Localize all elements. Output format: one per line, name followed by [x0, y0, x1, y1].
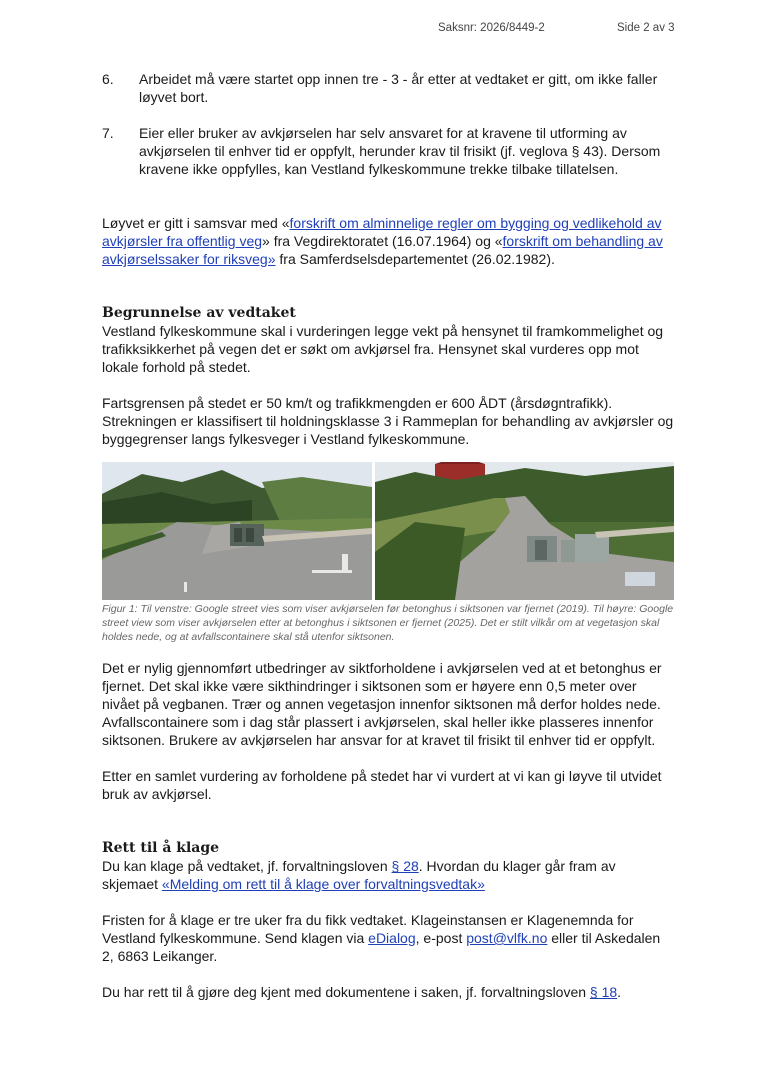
- appeal-text-2: . Hvordan du klager går fram av skjemaet: [102, 858, 616, 892]
- document-body: [102, 70, 674, 1019]
- legal-text-2: » fra Vegdirektoratet (16.07.1964) og «: [262, 233, 503, 249]
- appeal-text-1: Du kan klage på vedtaket, jf. forvaltningsloven: [102, 858, 392, 874]
- forvaltningsloven-28-link[interactable]: § 28: [391, 858, 419, 874]
- condition-text: Eier eller bruker av avkjørselen har selv ansvaret for at kravene til utforming av avkjørselen til enhver tid er oppfylt, herunder krav til frisikt (jf. veglova § 43). Dersom kravene ikke oppfylles, kan Vestland fylkeskommune trekke tilbake tillatelsen.: [139, 125, 661, 177]
- justification-paragraph-3: Det er nylig gjennomført utbedringer av siktforholdene i avkjørselen ved at et betonghus er fjernet. Det skal ikke være sikthindringer i siktsonen som er høyere enn 0,5 meter over nivået på vegbanen. Trær og annen vegetasjon innenfor siktsonen må derfor holdes nede. Avfallscontainere som i dag står plassert i avkjørselen, skal heller ikke plasseres innenfor siktsonen. Brukere av avkjørselen har ansvar for at kravet til frisikt til enhver tid er oppfylt.: [102, 660, 662, 748]
- appeal-text-7: .: [617, 984, 622, 1000]
- appeal-text-3: Fristen for å klage er tre uker fra du fikk vedtaket. Klageinstansen er Klagenemnda for Vestland fylkeskommune. Send klagen via: [102, 912, 634, 946]
- forskrift-avkjorsler-link[interactable]: forskrift om alminnelige regler om bygging og vedlikehold av avkjørsler fra offentlig veg: [102, 215, 662, 249]
- page-number: Side 2 av 3: [617, 22, 675, 34]
- justification-paragraph-4: Etter en samlet vurdering av forholdene på stedet har vi vurdert at vi kan gi løyve til utvidet bruk av avkjørsel.: [102, 768, 662, 802]
- justification-heading: Begrunnelse av vedtaket: [102, 305, 296, 321]
- condition-number: 6.: [102, 71, 114, 87]
- appeal-paragraph-1: [102, 857, 674, 893]
- appeal-text-4: , e-post: [415, 930, 467, 946]
- photo-after-2025: [375, 462, 674, 600]
- figure-caption: Figur 1: Til venstre: Google street vies som viser avkjørselen før betonghus i siktsonen var fjernet (2019). Til høyre: Google street view som viser avkjørselen etter at betonghus i siktsonen er fjernet (2025). Det er stilt vilkår om at vegetasjon skal holdes nede, og at avfallscontainere skal stå utenfor siktsonen.: [102, 603, 674, 643]
- edialog-link[interactable]: eDialog: [368, 930, 416, 946]
- melding-klage-link[interactable]: «Melding om rett til å klage over forvaltningsvedtak»: [161, 876, 485, 892]
- condition-text: Arbeidet må være startet opp innen tre - 3 - år etter at vedtaket er gitt, om ikke faller løyvet bort.: [139, 71, 658, 105]
- condition-number: 7.: [102, 125, 114, 141]
- appeal-text-5: eller til Askedalen 2, 6863 Leikanger.: [102, 930, 661, 964]
- photo-before-2019: [102, 462, 372, 600]
- appeal-text-6: Du har rett til å gjøre deg kjent med dokumentene i saken, jf. forvaltningsloven: [102, 984, 590, 1000]
- justification-paragraph-2: Fartsgrensen på stedet er 50 km/t og trafikkmengden er 600 ÅDT (årsdøgntrafikk). Strekningen er klassifisert til holdningsklasse 3 i Rammeplan for behandling av avkjørsler og byggegrenser langs fylkesveger i Vestland fylkeskommune.: [102, 395, 674, 447]
- condition-item: [102, 70, 674, 106]
- appeal-paragraph-3: [102, 983, 674, 1001]
- condition-item: [102, 124, 674, 178]
- case-number: Saksnr: 2026/8449-2: [438, 22, 545, 34]
- legal-text-1: Løyvet er gitt i samsvar med «: [102, 215, 290, 231]
- legal-text-3: fra Samferdselsdepartementet (26.02.1982).: [275, 251, 555, 267]
- legal-basis-paragraph: [102, 214, 674, 268]
- appeal-paragraph-2: [102, 911, 674, 965]
- email-link[interactable]: post@vlfk.no: [466, 930, 548, 946]
- figure-photos: [102, 462, 674, 600]
- appeal-heading: Rett til å klage: [102, 840, 220, 856]
- forskrift-riksveg-link[interactable]: forskrift om behandling av avkjørselssaker for riksveg»: [102, 233, 663, 267]
- forvaltningsloven-18-link[interactable]: § 18: [589, 984, 618, 1000]
- justification-paragraph-1: Vestland fylkeskommune skal i vurderingen legge vekt på hensynet til framkommelighet og trafikksikkerhet på vegen det er søkt om avkjørsel fra. Hensynet skal vurderes opp mot lokale forhold på stedet.: [102, 323, 664, 375]
